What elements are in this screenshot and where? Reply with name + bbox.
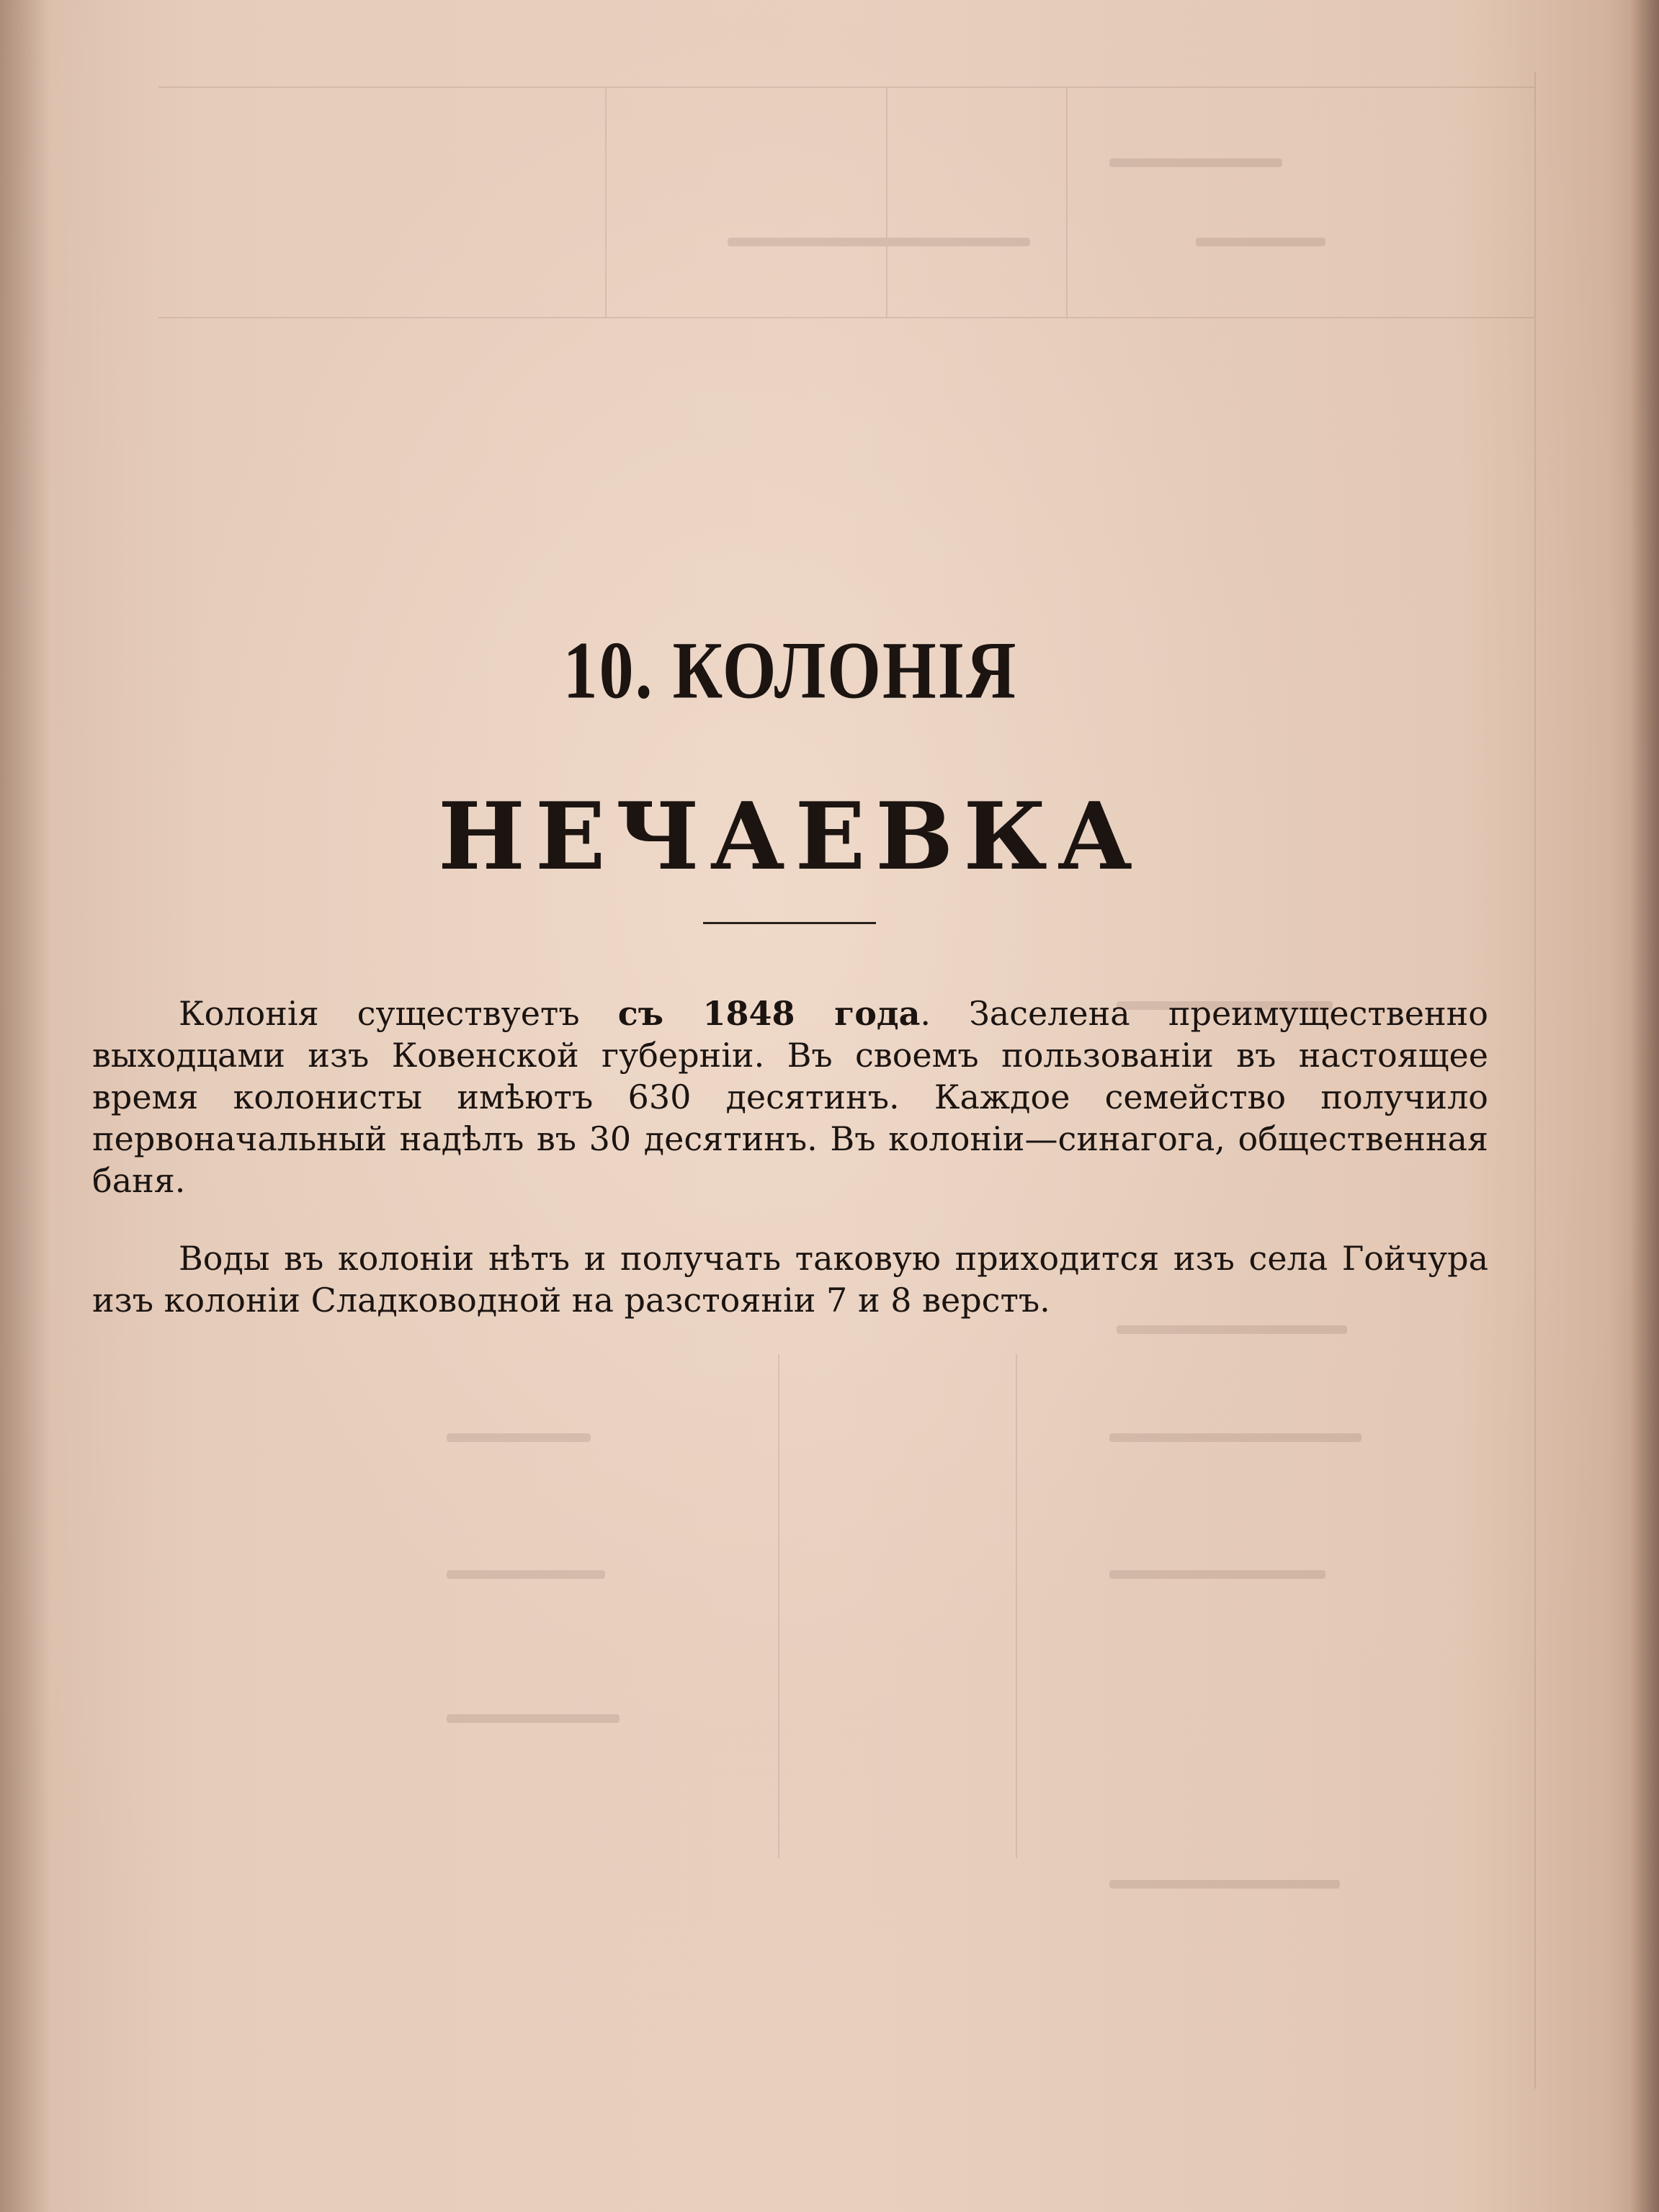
colony-name-heading: НЕЧАЕВКА <box>437 783 1143 891</box>
colony-number-heading: 10. КОЛОНІЯ <box>563 624 1018 716</box>
paragraph-1-year-emphasis: съ 1848 года <box>617 994 921 1033</box>
paragraph-1-rest: . Заселена преимущественно выходцами изъ Ковенской губерніи. Въ своемъ пользованіи въ настоящее время колонисты имѣютъ 630 десятинъ. Каждое семейство получило первоначальный надѣлъ въ 30 десятинъ. Въ колоніи—синагога, общественная баня. <box>92 994 1488 1200</box>
document-body <box>92 619 1488 1320</box>
paragraph-1 <box>92 993 1488 1201</box>
paragraph-1-start: Колонія существуетъ <box>179 994 618 1033</box>
paragraph-2-text: Воды въ колоніи нѣтъ и получать таковую приходится изъ села Гойчура изъ колоніи Сладководной на разстояніи 7 и 8 верстъ. <box>92 1239 1488 1320</box>
paragraph-2 <box>92 1237 1488 1321</box>
title-divider <box>703 922 876 924</box>
